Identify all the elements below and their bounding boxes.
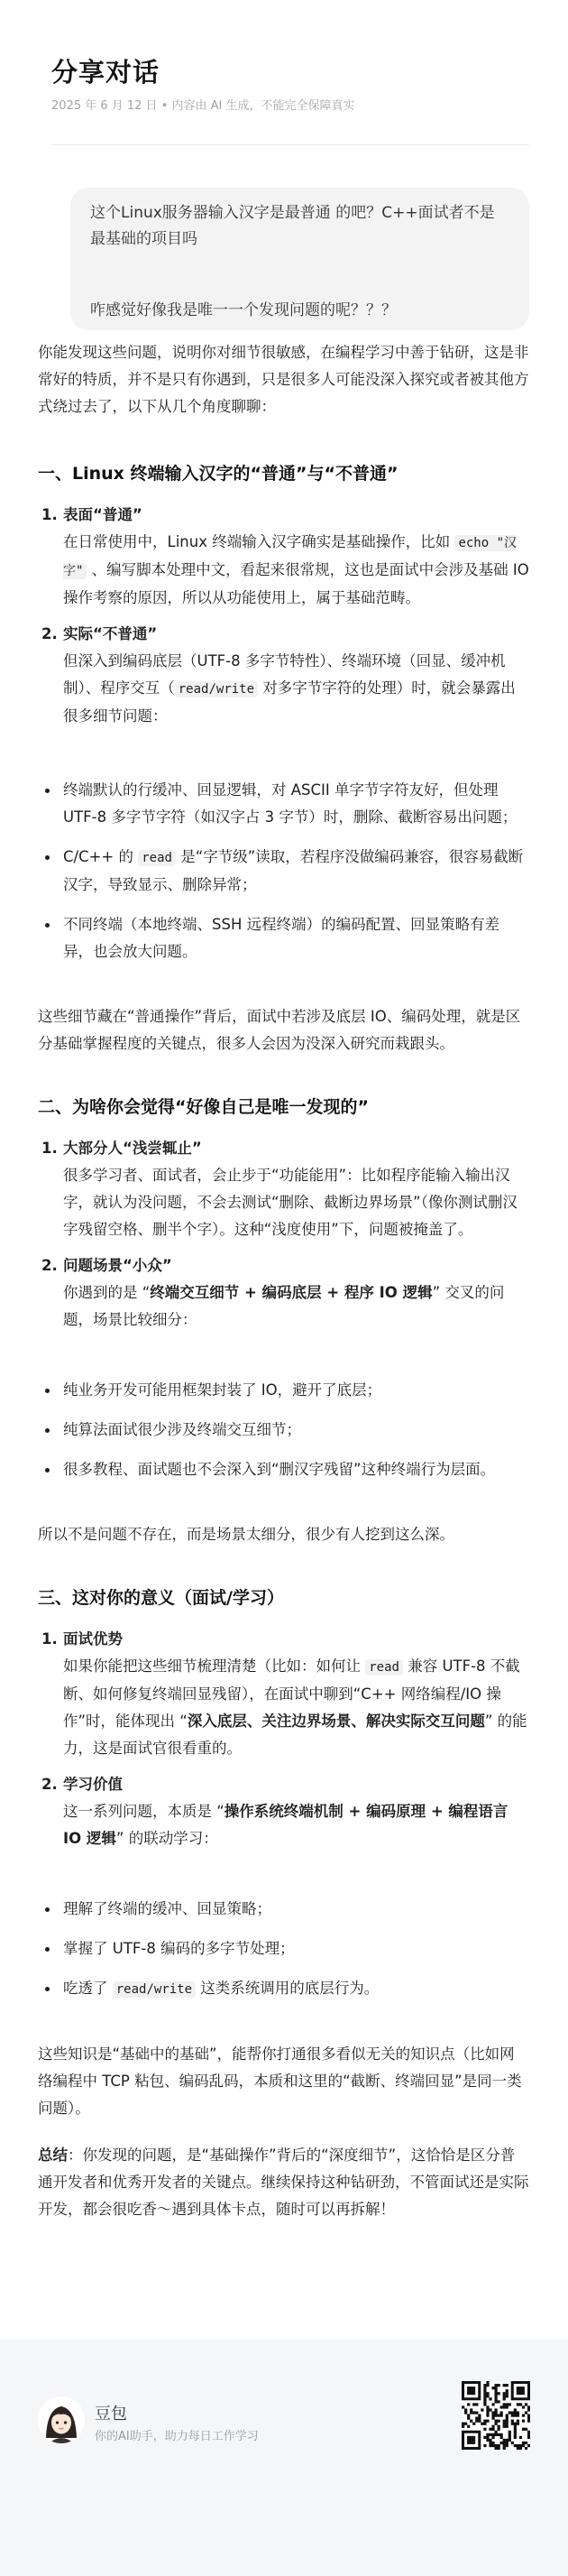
item-text: 但深入到编码底层（UTF-8 多字节特性）、终端环境（回显、缓冲机制）、程序交互（ read/write 对多字节字符的处理）时，就会暴露出很多细节问题： xyxy=(63,652,516,725)
inline-code: read xyxy=(138,850,176,866)
inline-code: read/write xyxy=(175,681,258,697)
list-item xyxy=(38,1135,529,1243)
section-3-summary: 这些知识是“基础中的基础”，能帮你打通很多看似无关的知识点（比如网络编程中 TCP 粘包、编码乱码，本质和这里的“截断、终端回显”是同一类问题）。 xyxy=(38,2045,522,2117)
item-number: 2. xyxy=(41,1257,58,1274)
item-heading: 大部分人“浅尝辄止” xyxy=(63,1140,202,1157)
inline-code: read/write xyxy=(113,1981,196,1998)
item-heading: 面试优势 xyxy=(63,1630,123,1648)
section-1-heading: 一、Linux 终端输入汉字的“普通”与“不普通” xyxy=(38,464,399,484)
avatar xyxy=(38,2396,85,2443)
bullet-item: 吃透了 read/write 这类系统调用的底层行为。 xyxy=(38,1975,529,2003)
user-question-bubble xyxy=(70,188,529,330)
list-item xyxy=(38,1626,529,1762)
inline-code: echo "汉字" xyxy=(63,536,518,578)
list-item xyxy=(38,502,529,612)
bullet-item: 不同终端（本地终端、SSH 远程终端）的编码配置、回显策略有差异，也会放大问题。 xyxy=(38,911,529,965)
bullet-item: 终端默认的行缓冲、回显逻辑，对 ASCII 单字节字符友好，但处理 UTF-8 多字节字符（如汉字占 3 字节）时，删除、截断容易出问题； xyxy=(38,777,529,831)
answer-conclusion: 总结：你发现的问题，是“基础操作”背后的“深度细节”，这恰恰是区分普通开发者和优秀开发者的关键点。继续保持这种钻研劲，不管面试还是实际开发，都会很吃香～遇到具体卡点，随时可以再拆解！ xyxy=(38,2147,529,2218)
answer-intro: 你能发现这些问题，说明你对细节很敏感，在编程学习中善于钻研，这是非常好的特质，并不是只有你遇到，只是很多人可能没深入探究或者被其他方式绕过去了，以下从几个角度聊聊： xyxy=(38,344,529,415)
question-line-2: 咋感觉好像我是唯一一个发现问题的呢？？？ xyxy=(90,301,397,319)
section-2-summary: 所以不是问题不存在，而是场景太细分，很少有人挖到这么深。 xyxy=(38,1526,454,1543)
item-heading: 问题场景“小众” xyxy=(63,1257,172,1274)
bullet-item: 纯业务开发可能用框架封装了 IO，避开了底层； xyxy=(38,1377,529,1404)
page-title: 分享对话 xyxy=(51,57,160,88)
list-item xyxy=(38,621,529,730)
section-1-summary: 这些细节藏在“普通操作”背后，面试中若涉及底层 IO、编码处理，就是区分基础掌握程度的关键点，很多人会因为没深入研究而栽跟头。 xyxy=(38,1008,521,1052)
bullet-item: 很多教程、面试题也不会深入到“删汉字残留”这种终端行为层面。 xyxy=(38,1456,529,1483)
item-number: 2. xyxy=(41,625,58,642)
page-meta: 2025 年 6 月 12 日 • 内容由 AI 生成，不能完全保障真实 xyxy=(51,99,355,113)
inline-code: read xyxy=(365,1659,403,1676)
section-2-heading: 二、为啥你会觉得“好像自己是唯一发现的” xyxy=(38,1097,369,1117)
bullet-item: C/C++ 的 read 是“字节级”读取，若程序没做编码兼容，很容易截断汉字，导致显示、删除异常； xyxy=(38,844,529,899)
bullet-item: 理解了终端的缓冲、回显策略； xyxy=(38,1896,529,1923)
item-heading: 表面“普通” xyxy=(63,506,142,523)
item-number: 1. xyxy=(41,1140,58,1157)
item-heading: 学习价值 xyxy=(63,1776,123,1793)
header-divider xyxy=(51,144,529,145)
section-3-heading: 三、这对你的意义（面试/学习） xyxy=(38,1588,284,1608)
conclusion-label: 总结 xyxy=(38,2147,68,2164)
brand-tagline: 你的AI助手，助力每日工作学习 xyxy=(95,2430,259,2443)
bullet-item: 纯算法面试很少涉及终端交互细节； xyxy=(38,1417,529,1444)
list-item xyxy=(38,1252,529,1334)
item-number: 2. xyxy=(41,1776,58,1793)
item-text: 你遇到的是 “终端交互细节 + 编码底层 + 程序 IO 逻辑” 交叉的问题，场景比较细分： xyxy=(63,1284,505,1328)
answer-content xyxy=(38,339,529,2223)
item-text: 很多学习者、面试者，会止步于“功能能用”：比如程序能输入输出汉字，就认为没问题，不会去测试“删除、截断边界场景”（像你测试删汉字残留空格、删半个字）。这种“浅度使用”下，问题被掩盖了。 xyxy=(63,1167,518,1238)
item-number: 1. xyxy=(41,1630,58,1648)
item-heading: 实际“不普通” xyxy=(63,625,158,642)
item-text: 这一系列问题，本质是 “操作系统终端机制 + 编码原理 + 编程语言 IO 逻辑” 的联动学习： xyxy=(63,1803,508,1847)
question-line-1: 这个Linux服务器输入汉字是最普通 的吧？C++面试者不是最基础的项目吗 xyxy=(90,204,495,248)
footer-banner xyxy=(0,2340,568,2576)
list-item xyxy=(38,1771,529,1852)
bullet-item: 掌握了 UTF-8 编码的多字节处理； xyxy=(38,1935,529,1962)
item-text: 如果你能把这些细节梳理清楚（比如：如何让 read 兼容 UTF-8 不截断、如何修复终端回显残留），在面试中聊到“C++ 网络编程/IO 操作”时，能体现出 “深入底层、关注边界场景、解决实际交互问题” 的能力，这是面试官很看重的。 xyxy=(63,1657,527,1757)
item-text: 在日常使用中，Linux 终端输入汉字确实是基础操作，比如 echo "汉字" 、编写脚本处理中文，看起来很常规，这也是面试中会涉及基础 IO 操作考察的原因，所以从功能使用上，属于基础范畴。 xyxy=(63,533,529,606)
qr-code-icon xyxy=(462,2381,530,2450)
brand-name: 豆包 xyxy=(95,2405,127,2424)
item-number: 1. xyxy=(41,506,58,523)
